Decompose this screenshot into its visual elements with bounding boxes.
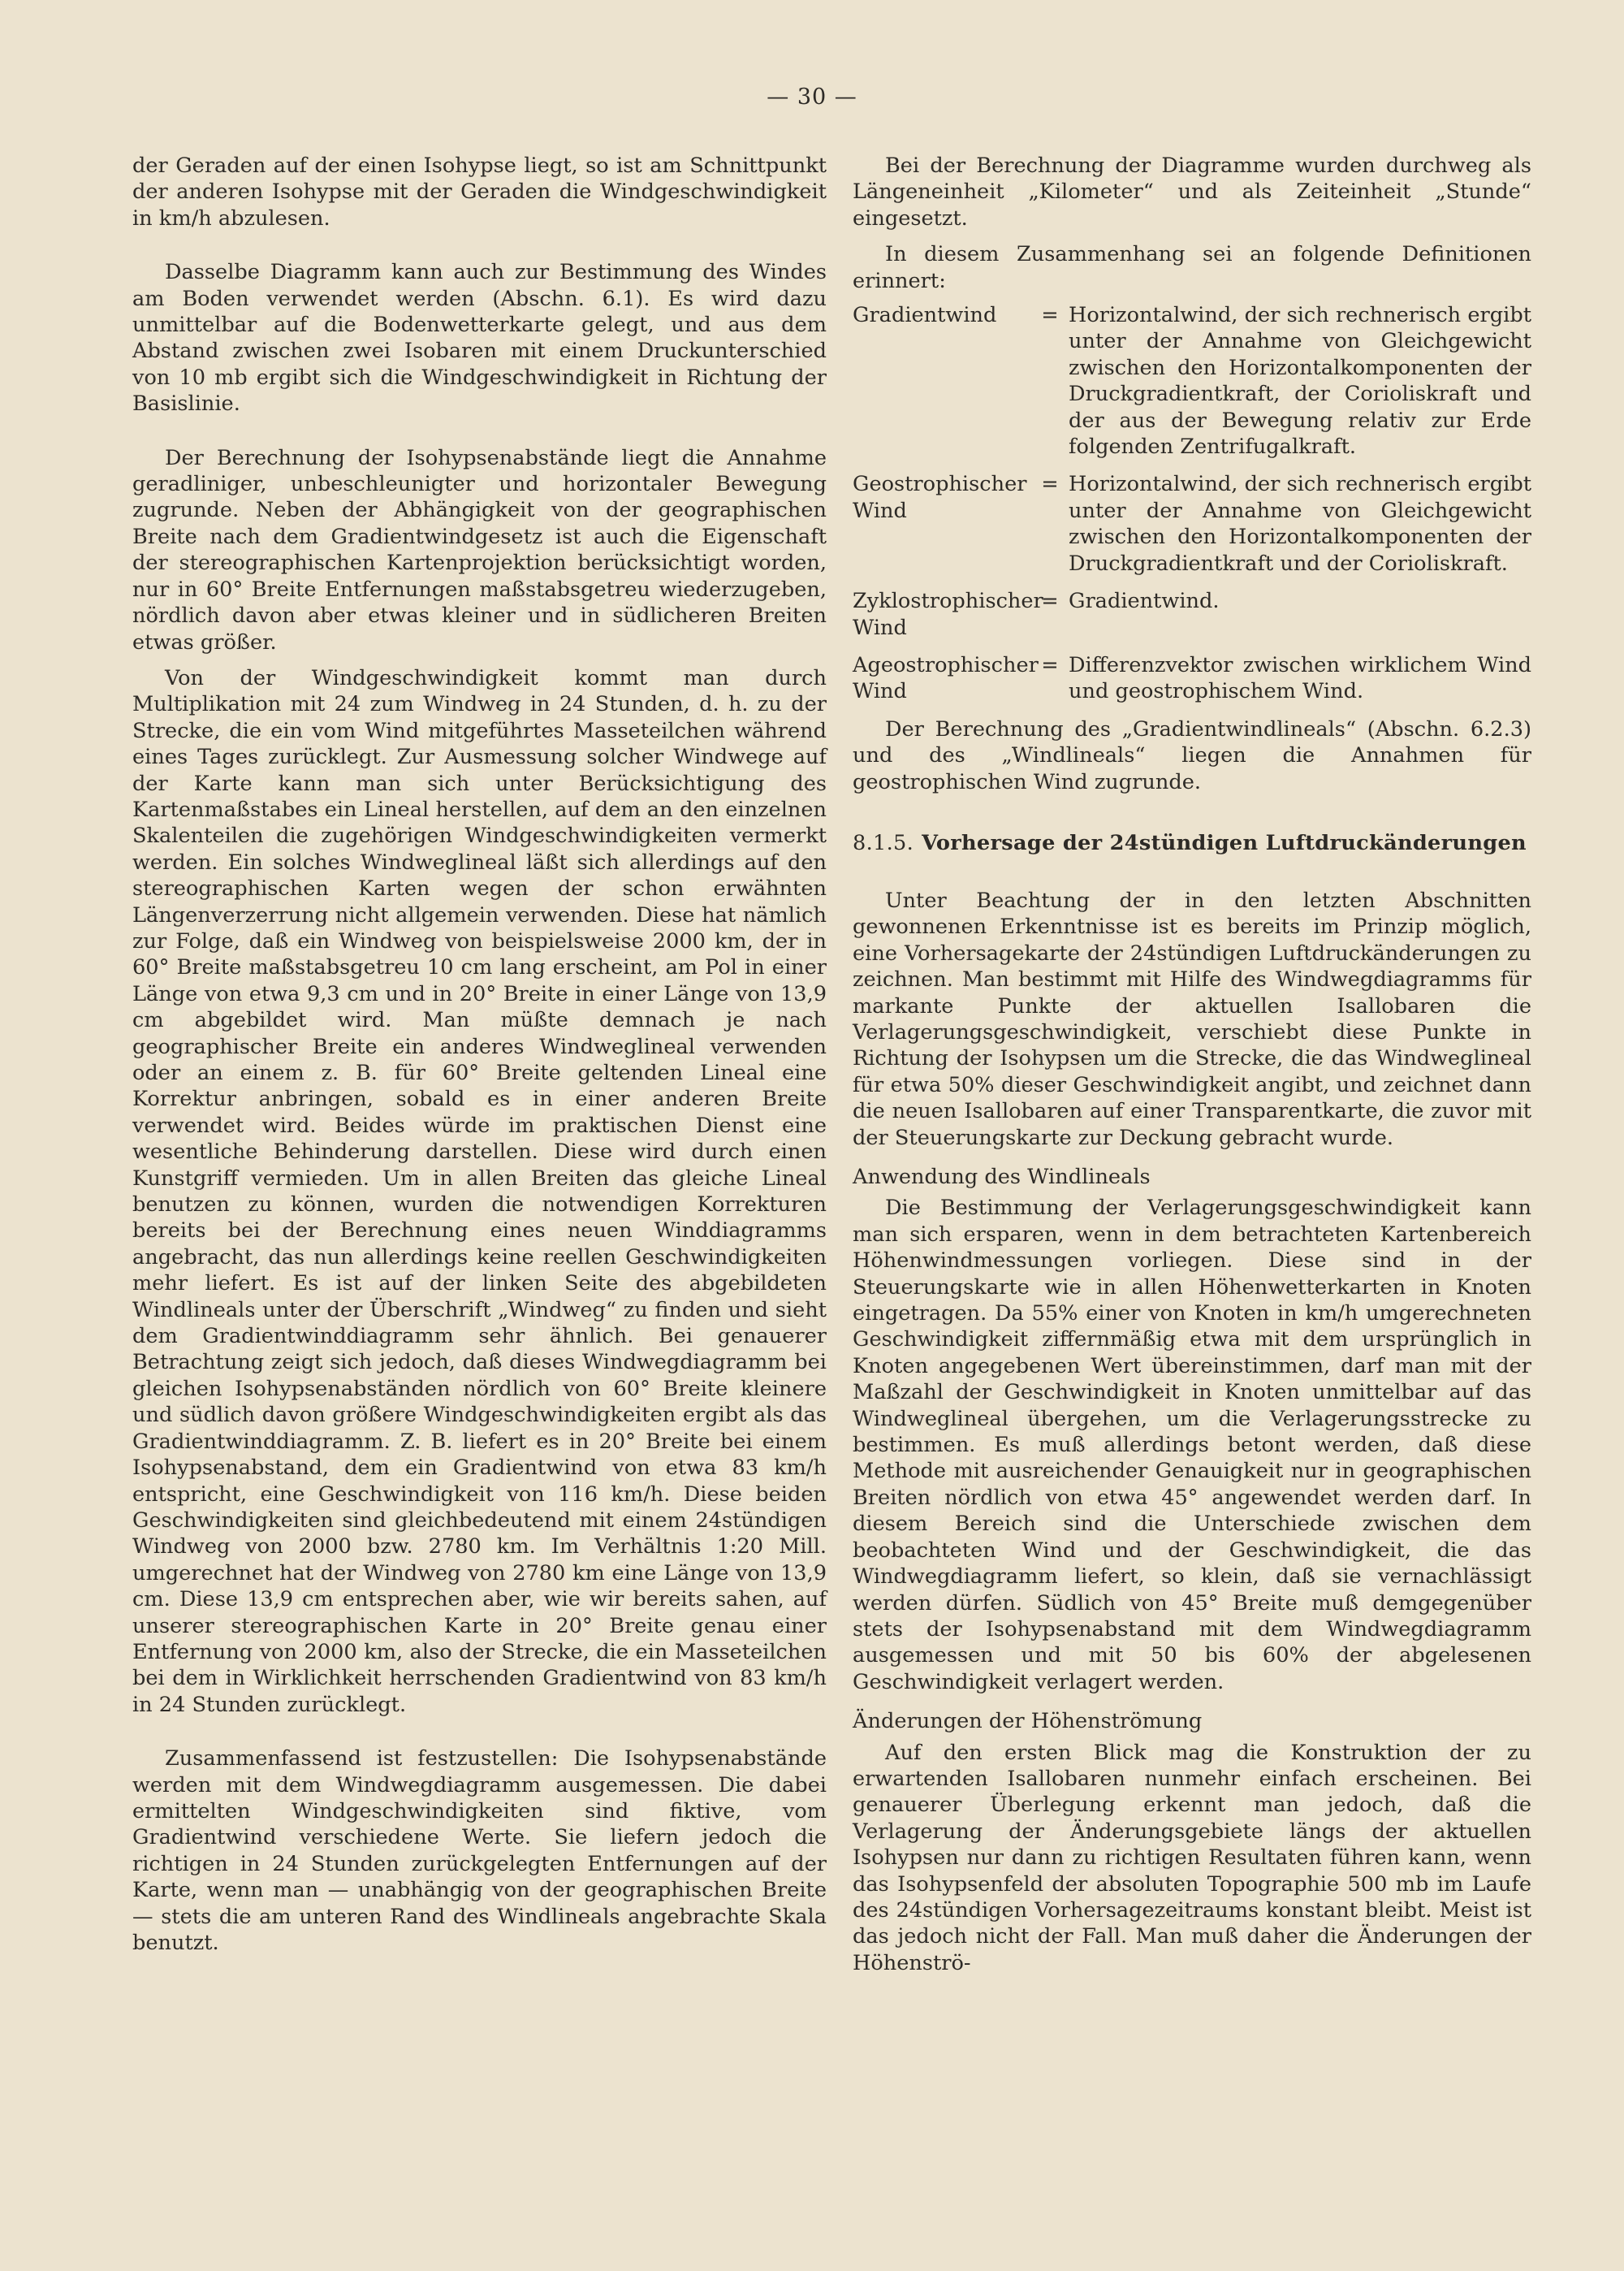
subheading: Änderungen der Höhenströmung — [853, 1709, 1203, 1734]
equals-sign: = — [1041, 303, 1059, 328]
section-title: Vorhersage der 24stündigen Luftdruckänderungen — [922, 830, 1527, 855]
definition-term: Ageostrophischer Wind — [853, 652, 1039, 704]
section-number: 8.1.5. — [853, 830, 914, 855]
paragraph: der Geraden auf der einen Isohypse liegt, so ist am Schnittpunkt der anderen Isohypse mit der Geraden die Windgeschwindigkeit in km/h abzulesen. — [132, 154, 827, 231]
definition-description: Horizontalwind, der sich rechnerisch ergibt unter der Annahme von Gleichgewicht zwischen den Horizontalkomponenten der Druckgradientkraft, der Corioliskraft und der aus der Bewegung relativ zur Erde folgenden Zentrifugalkraft. — [1069, 303, 1531, 460]
paragraph: Bei der Berechnung der Diagramme wurden durchweg als Längeneinheit „Kilometer“ und als Zeiteinheit „Stunde“ eingesetzt. — [853, 154, 1531, 231]
paragraph: Die Bestimmung der Verlagerungsgeschwindigkeit kann man sich ersparen, wenn in dem betrachteten Kartenbereich Höhenwindmessungen vorliegen. Diese sind in der Steuerungskarte wie in allen Höhenwetterkarten in Knoten eingetragen. Da 55% einer von Knoten in km/h umgerechneten Geschwindigkeit ziffernmäßig etwa mit dem ursprünglich in Knoten angegebenen Wert übereinstimmen, darf man mit der Maßzahl der Geschwindigkeit in Knoten unmittelbar auf das Windweglineal übergehen, um die Verlagerungsstrecke zu bestimmen. Es muß allerdings betont werden, daß diese Methode mit ausreichender Genauigkeit nur in geographischen Breiten nördlich von etwa 45° angewendet werden darf. In diesem Bereich sind die Unterschiede zwischen dem beobachteten Wind und der Geschwindigkeit, die das Windwegdiagramm liefert, so klein, daß sie vernachlässigt werden dürfen. Südlich von 45° Breite muß demgegenüber stets der Isohypsenabstand mit dem Windwegdiagramm ausgemessen und mit 50 bis 60% der abgelesenen Geschwindigkeit verlagert werden. — [853, 1196, 1531, 1694]
definition-item — [853, 471, 1531, 577]
definition-description: Differenzvektor zwischen wirklichem Wind und geostrophischem Wind. — [1069, 652, 1531, 704]
paragraph: In diesem Zusammenhang sei an folgende Definitionen erinnert: — [853, 242, 1531, 293]
definition-item — [853, 652, 1531, 705]
definition-description: Gradientwind. — [1069, 589, 1220, 614]
paragraph: Auf den ersten Blick mag die Konstruktion der zu erwartenden Isallobaren nunmehr einfach erscheinen. Bei genauerer Überlegung erkennt man jedoch, daß die Verlagerung der Änderungsgebiete längs der aktuellen Isohypsen nur dann zu richtigen Resultaten führen kann, wenn das Isohypsenfeld der absoluten Topographie 500 mb im Laufe des 24stündigen Vorhersagezeitraums konstant bleibt. Meist ist das jedoch nicht der Fall. Man muß daher die Änderungen der Höhenströ- — [853, 1740, 1531, 1975]
definition-item — [853, 302, 1531, 460]
definition-term: Zyklostrophischer Wind — [853, 589, 1043, 640]
section-heading — [853, 831, 1531, 855]
definition-description: Horizontalwind, der sich rechnerisch ergibt unter der Annahme von Gleichgewicht zwischen den Horizontalkomponenten der Druckgradientkraft und der Corioliskraft. — [1069, 472, 1531, 576]
paragraph: Unter Beachtung der in den letzten Abschnitten gewonnenen Erkenntnisse ist es bereits im Prinzip möglich, eine Vorhersagekarte der 24stündigen Luftdruckänderungen zu zeichnen. Man bestimmt mit Hilfe des Windwegdiagramms für markante Punkte der aktuellen Isallobaren die Verlagerungsgeschwindigkeit, verschiebt diese Punkte in Richtung der Isohypsen um die Strecke, die das Windweglineal für etwa 50% dieser Geschwindigkeit angibt, und zeichnet dann die neuen Isallobaren auf einer Transparentkarte, die zuvor mit der Steuerungskarte zur Deckung gebracht wurde. — [853, 888, 1531, 1150]
definition-term: Geostrophischer Wind — [853, 472, 1027, 523]
paragraph: Zusammenfassend ist festzustellen: Die Isohypsenabstände werden mit dem Windwegdiagramm ausgemessen. Die dabei ermittelten Windgeschwindigkeiten sind fiktive, vom Gradientwind verschiedene Werte. Sie liefern jedoch die richtigen in 24 Stunden zurückgelegten Entfernungen auf der Karte, wenn man — unabhängig von der geographischen Breite — stets die am unteren Rand des Windlineals angebrachte Skala benutzt. — [132, 1746, 827, 1955]
equals-sign: = — [1041, 472, 1059, 497]
definition-item — [853, 588, 1531, 641]
right-column — [853, 153, 1531, 1976]
paragraph: Von der Windgeschwindigkeit kommt man durch Multiplikation mit 24 zum Windweg in 24 Stunden, d. h. zu der Strecke, die ein vom Wind mitgeführtes Masseteilchen während eines Tages zurücklegt. Zur Ausmessung solcher Windwege auf der Karte kann man sich unter Berücksichtigung des Kartenmaßstabes ein Lineal herstellen, auf dem an den einzelnen Skalenteilen die zugehörigen Windgeschwindigkeiten vermerkt werden. Ein solches Windweglineal läßt sich allerdings auf den stereographischen Karten wegen der schon erwähnten Längenverzerrung nicht allgemein verwenden. Diese hat nämlich zur Folge, daß ein Windweg von beispielsweise 2000 km, der in 60° Breite maßstabsgetreu 10 cm lang erscheint, am Pol in einer Länge von etwa 9,3 cm und in 20° Breite in einer Länge von 13,9 cm abgebildet wird. Man müßte demnach je nach geographischer Breite ein anderes Windweglineal verwenden oder an einem z. B. für 60° Breite geltenden Lineal eine Korrektur anbringen, sobald es in einer anderen Breite verwendet wird. Beides würde im praktischen Dienst eine wesentliche Behinderung darstellen. Diese wird durch einen Kunstgriff vermieden. Um in allen Breiten das gleiche Lineal benutzen zu können, wurden die notwendigen Korrekturen bereits bei der Berechnung eines neuen Winddiagramms angebracht, das nun allerdings keine reellen Geschwindigkeiten mehr liefert. Es ist auf der linken Seite des abgebildeten Windlineals unter der Überschrift „Windweg“ zu finden und sieht dem Gradientwinddiagramm sehr ähnlich. Bei genauerer Betrachtung zeigt sich jedoch, daß dieses Windwegdiagramm bei gleichen Isohypsenabständen nördlich von 60° Breite kleinere und südlich davon größere Windgeschwindigkeiten ergibt als das Gradientwinddiagramm. Z. B. liefert es in 20° Breite bei einem Isohypsenabstand, dem ein Gradientwind von etwa 83 km/h entspricht, eine Geschwindigkeit von 116 km/h. Diese beiden Geschwindigkeiten sind gleichbedeutend mit einem 24stündigen Windweg von 2000 bzw. 2780 km. Im Verhältnis 1:20 Mill. umgerechnet hat der Windweg von 2780 km eine Länge von 13,9 cm. Diese 13,9 cm entsprechen aber, wie wir bereits sahen, auf unserer stereographischen Karte in 20° Breite genau einer Entfernung von 2000 km, also der Strecke, die ein Masseteilchen bei dem in Wirklichkeit herrschenden Gradientwind von 83 km/h in 24 Stunden zurücklegt. — [132, 665, 827, 1717]
subheading: Anwendung des Windlineals — [853, 1165, 1151, 1189]
equals-sign: = — [1041, 589, 1059, 614]
definition-term: Gradientwind — [853, 303, 997, 328]
page-number: — 30 — — [767, 84, 857, 110]
paragraph: Der Berechnung der Isohypsenabstände liegt die Annahme geradliniger, unbeschleunigter und horizontaler Bewegung zugrunde. Neben der Abhängigkeit von der geographischen Breite nach dem Gradientwindgesetz ist auch die Eigenschaft der stereographischen Kartenprojektion berücksichtigt worden, nur in 60° Breite Entfernungen maßstabsgetreu wiederzugeben, nördlich davon aber etwas kleiner und in südlicheren Breiten etwas größer. — [132, 445, 827, 655]
left-column — [132, 153, 827, 1956]
equals-sign: = — [1041, 652, 1059, 677]
definition-list — [853, 302, 1531, 705]
paragraph: Der Berechnung des „Gradientwindlineals“ (Abschn. 6.2.3) und des „Windlineals“ liegen die Annahmen für geostrophischen Wind zugrunde. — [853, 716, 1531, 794]
paragraph: Dasselbe Diagramm kann auch zur Bestimmung des Windes am Boden verwendet werden (Abschn. 6.1). Es wird dazu unmittelbar auf die Bodenwetterkarte gelegt, und aus dem Abstand zwischen zwei Isobaren mit einem Druckunterschied von 10 mb ergibt sich die Windgeschwindigkeit in Richtung der Basislinie. — [132, 260, 827, 417]
